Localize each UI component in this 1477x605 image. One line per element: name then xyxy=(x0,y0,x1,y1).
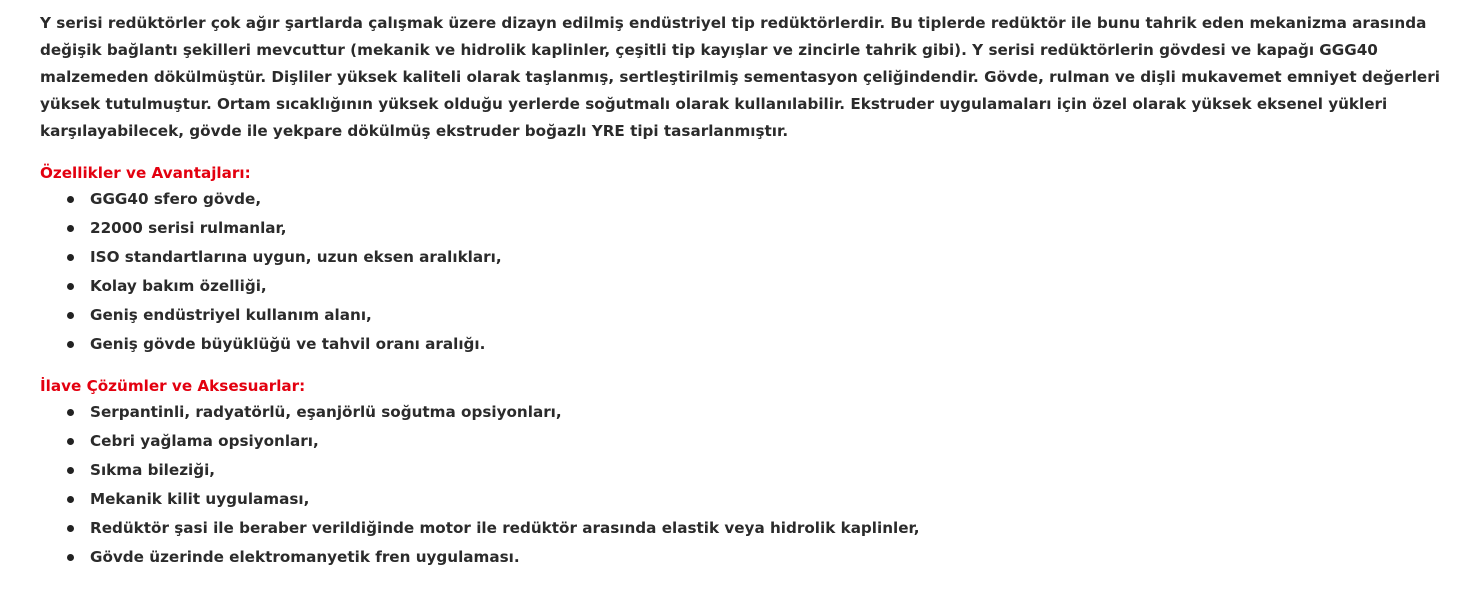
bullet-icon xyxy=(67,525,74,532)
accessories-heading: İlave Çözümler ve Aksesuarlar: xyxy=(40,377,306,395)
features-heading: Özellikler ve Avantajları: xyxy=(40,164,251,182)
list-item-text: Cebri yağlama opsiyonları, xyxy=(90,432,319,450)
list-item xyxy=(90,185,1460,214)
list-item-text: Geniş gövde büyüklüğü ve tahvil oranı aralığı. xyxy=(90,335,486,353)
list-item xyxy=(90,301,1460,330)
list-item xyxy=(90,456,1460,485)
bullet-icon xyxy=(67,283,74,290)
list-item-text: ISO standartlarına uygun, uzun eksen aralıkları, xyxy=(90,248,502,266)
bullet-icon xyxy=(67,467,74,474)
list-item xyxy=(90,214,1460,243)
bullet-icon xyxy=(67,254,74,261)
bullet-icon xyxy=(67,312,74,319)
list-item xyxy=(90,243,1460,272)
bullet-icon xyxy=(67,225,74,232)
list-item-text: Geniş endüstriyel kullanım alanı, xyxy=(90,306,372,324)
list-item-text: Redüktör şasi ile beraber verildiğinde motor ile redüktör arasında elastik veya hidrolik kaplinler, xyxy=(90,519,920,537)
intro-paragraph: Y serisi redüktörler çok ağır şartlarda çalışmak üzere dizayn edilmiş endüstriyel tip redüktörlerdir. Bu tiplerde redüktör ile bunu tahrik eden mekanizma arasında değişik bağlantı şekilleri mevcuttur (mekanik ve hidrolik kaplinler, çeşitli tip kayışlar ve zincirle tahrik gibi). Y serisi redüktörlerin gövdesi ve kapağı GGG40 malzemeden dökülmüştür. Dişliler yüksek kaliteli olarak taşlanmış, sertleştirilmiş sementasyon çeliğindendir. Gövde, rulman ve dişli mukavemet emniyet değerleri yüksek tutulmuştur. Ortam sıcaklığının yüksek olduğu yerlerde soğutmalı olarak kullanılabilir. Ekstruder uygulamaları için özel olarak yüksek eksenel yükleri karşılayabilecek, gövde ile yekpare dökülmüş ekstruder boğazlı YRE tipi tasarlanmıştır. xyxy=(40,14,1440,140)
bullet-icon xyxy=(67,341,74,348)
features-list xyxy=(40,185,1460,359)
list-item-text: 22000 serisi rulmanlar, xyxy=(90,219,287,237)
list-item-text: Gövde üzerinde elektromanyetik fren uygulaması. xyxy=(90,548,520,566)
list-item xyxy=(90,543,1460,572)
list-item-text: Sıkma bileziği, xyxy=(90,461,216,479)
accessories-list xyxy=(40,398,1460,572)
bullet-icon xyxy=(67,554,74,561)
list-item-text: Serpantinli, radyatörlü, eşanjörlü soğutma opsiyonları, xyxy=(90,403,562,421)
list-item xyxy=(90,398,1460,427)
list-item-text: Kolay bakım özelliği, xyxy=(90,277,267,295)
bullet-icon xyxy=(67,409,74,416)
list-item xyxy=(90,330,1460,359)
list-item xyxy=(90,514,1460,543)
bullet-icon xyxy=(67,438,74,445)
product-description xyxy=(40,10,1460,572)
list-item xyxy=(90,427,1460,456)
list-item xyxy=(90,485,1460,514)
list-item-text: GGG40 sfero gövde, xyxy=(90,190,262,208)
list-item-text: Mekanik kilit uygulaması, xyxy=(90,490,310,508)
list-item xyxy=(90,272,1460,301)
bullet-icon xyxy=(67,496,74,503)
bullet-icon xyxy=(67,196,74,203)
